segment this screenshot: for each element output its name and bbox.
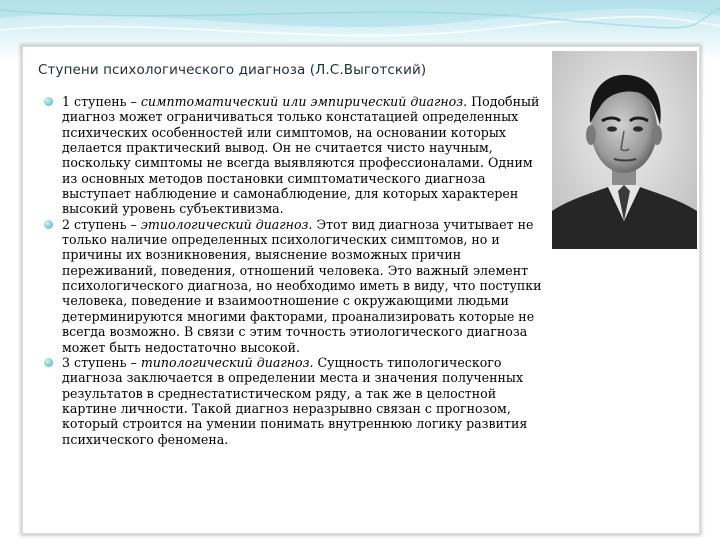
bullet-lead: 1 ступень –: [62, 94, 141, 109]
bullet-term: симптоматический или эмпирический диагноз.: [140, 94, 468, 109]
bullet-lead: 2 ступень –: [62, 216, 141, 232]
list-item: [42, 217, 545, 355]
slide-title: Ступени психологического диагноза (Л.С.Выготский): [38, 62, 427, 78]
bullet-term: этиологический диагноз.: [140, 216, 313, 232]
bullet-lead: 3 ступень –: [62, 354, 141, 370]
list-item: [42, 355, 545, 447]
slide-content: [42, 94, 545, 447]
list-item: [42, 94, 545, 217]
bullet-dot-icon: [44, 97, 53, 106]
bullet-term: типологический диагноз.: [140, 354, 314, 370]
bullet-text: Этот вид диагноза учитывает не только наличие определенных психологических симптомов, но и причины их возникновения, выяснение возможных причин переживаний, поведения, отношений человека. Это важный элемент психологического диагноза, но необходимо иметь в виду, что поступки человека, поведение и взаимоотношение с окружающими людьми детерминируются многими факторами, проанализировать которые не всегда возможно. В связи с этим точность этиологического диагноза может быть недостаточно высокой.: [62, 216, 542, 355]
portrait-illustration: [552, 51, 697, 249]
bullet-dot-icon: [44, 358, 53, 367]
bullet-dot-icon: [44, 220, 53, 229]
bullet-text: Сущность типологического диагноза заключается в определении места и значения полученных результатов в среднестатистическом ряду, а так же в целостной картине личности. Такой диагноз неразрывно связан с прогнозом, который строится на умении понимать внутреннюю логику развития психического феномена.: [62, 354, 528, 447]
bullet-text: Подобный диагноз может ограничиваться только констатацией определенных психических особенностей или симптомов, на основании которых делается практический вывод. Он не считается чисто научным, поскольку симптомы не всегда выявляются профессионалами. Одним из основных методов постановки симптоматического диагноза выступает наблюдение и самонаблюдение, для которых характерен высокий уровень субъективизма.: [62, 94, 540, 217]
portrait-photo: [552, 51, 697, 249]
